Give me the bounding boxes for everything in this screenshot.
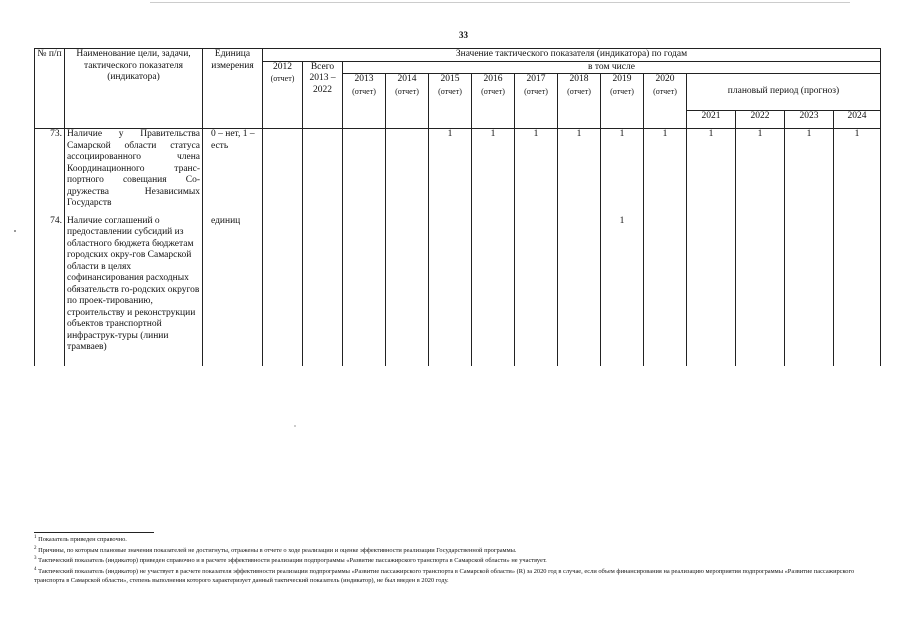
- row-unit: 0 – нет, 1 – есть: [203, 129, 263, 216]
- header-2012: 2012 (отчет): [263, 61, 303, 129]
- header-year-2017: 2017 (отчет): [515, 74, 558, 129]
- footnote-rule: [34, 532, 154, 533]
- cell-2017: 1: [515, 129, 558, 216]
- header-year-2015: 2015 (отчет): [429, 74, 472, 129]
- table-row: [35, 129, 881, 216]
- cell-2023: [785, 216, 834, 366]
- cell-2015: [429, 216, 472, 366]
- top-edge-line: [150, 2, 850, 3]
- header-year-2016: 2016 (отчет): [472, 74, 515, 129]
- header-year-2014: 2014 (отчет): [386, 74, 429, 129]
- header-name: Наименование цели, задачи, тактического показателя (индикатора): [65, 49, 203, 129]
- header-total: Всего 2013 – 2022: [303, 61, 343, 129]
- header-plan-2021: 2021: [687, 111, 736, 129]
- cell-2018: [558, 216, 601, 366]
- header-year-2013: 2013 (отчет): [343, 74, 386, 129]
- cell-2024: 1: [834, 129, 881, 216]
- table-row: [35, 216, 881, 366]
- header-plan-2023: 2023: [785, 111, 834, 129]
- cell-2019: 1: [601, 129, 644, 216]
- indicators-table: [34, 48, 881, 366]
- header-plan-2022: 2022: [736, 111, 785, 129]
- cell-2024: [834, 216, 881, 366]
- footnote-2: $^2$ Причины, по которым плановые значения показателей не достигнуты, отражены в отчете о ходе реализации и оценке эффективности реализации Государственной программы.: [34, 545, 517, 554]
- cell-2022: 1: [736, 129, 785, 216]
- cell-2022: [736, 216, 785, 366]
- cell-2023: 1: [785, 129, 834, 216]
- header-year-2020: 2020 (отчет): [644, 74, 687, 129]
- cell-2014: [386, 129, 429, 216]
- header-year-2019: 2019 (отчет): [601, 74, 644, 129]
- row-name: Наличие у Правительства Самарской области статуса ассоциированного члена Координационного транс-портного совещания Со-дружества Независимых Государств: [65, 129, 203, 216]
- cell-2021: 1: [687, 129, 736, 216]
- cell-2017: [515, 216, 558, 366]
- cell-2020: [644, 216, 687, 366]
- cell-2014: [386, 216, 429, 366]
- header-unit: Единица измерения: [203, 49, 263, 129]
- row-number: 74.: [35, 216, 65, 366]
- cell-total: [303, 129, 343, 216]
- cell-2013: [343, 216, 386, 366]
- cell-total: [303, 216, 343, 366]
- cell-2020: 1: [644, 129, 687, 216]
- scan-speck: [294, 425, 296, 427]
- header-plan: плановый период (прогноз): [687, 74, 881, 111]
- scan-speck: [14, 230, 16, 232]
- footnote-1: $^1$ Показатель приведен справочно.: [34, 535, 127, 544]
- cell-2021: [687, 216, 736, 366]
- header-plan-2024: 2024: [834, 111, 881, 129]
- footnote-4: $^4$ Тактический показатель (индикатор) не участвует в расчете показателя эффективности реализации подпрограммы «Развитие пассажирского транспорта в Самарской области» (R) за 2020 год в случае, если объем финансирования на реализацию мероприятия подпрограммы «Развитие пассажирского транспорта в Самарской области», степень выполнения которого характеризует данный тактический показатель (индикатор), не был введен в 2020 году.: [34, 566, 855, 584]
- footnote-3: $^3$ Тактический показатель (индикатор) приведен справочно и в расчете эффективности реализации подпрограммы «Развитие пассажирского транспорта в Самарской области» не участвует.: [34, 556, 547, 565]
- cell-2016: 1: [472, 129, 515, 216]
- header-year-2018: 2018 (отчет): [558, 74, 601, 129]
- page-number: 33: [459, 30, 468, 40]
- cell-2016: [472, 216, 515, 366]
- header-values: Значение тактического показателя (индикатора) по годам: [263, 49, 881, 62]
- row-unit: единиц: [203, 216, 263, 366]
- cell-2018: 1: [558, 129, 601, 216]
- row-name: Наличие соглашений о предоставлении субсидий из областного бюджета бюджетам городских окру-гов Самарской области в целях софинансирования расходных обязательств го-родских округов по проек-тированию, строительству и реконструкции объектов транспортной инфраструк-туры (линии трамваев): [65, 216, 203, 366]
- cell-2012: [263, 216, 303, 366]
- header-no: № п/п: [35, 49, 65, 129]
- cell-2013: [343, 129, 386, 216]
- cell-2019: 1: [601, 216, 644, 366]
- footnotes: [34, 532, 884, 585]
- row-number: 73.: [35, 129, 65, 216]
- cell-2012: [263, 129, 303, 216]
- header-row-1: [35, 49, 881, 62]
- cell-2015: 1: [429, 129, 472, 216]
- header-in-that: в том числе: [343, 61, 881, 74]
